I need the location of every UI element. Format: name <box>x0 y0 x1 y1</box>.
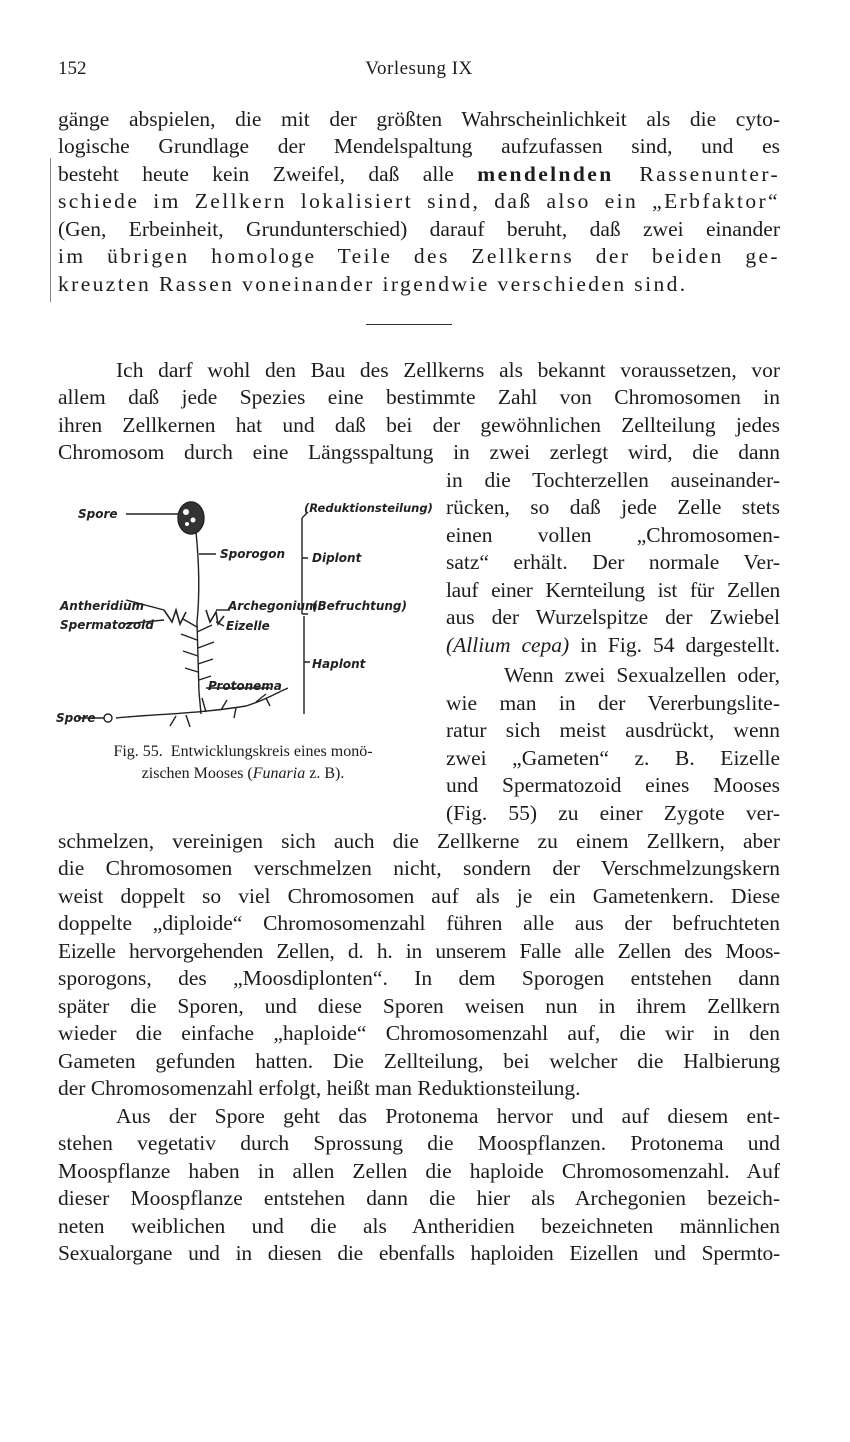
text-line: lauf einer Kernteilung ist für Zellen <box>446 578 780 602</box>
seta-stalk <box>196 532 199 622</box>
text-line: Eizelle hervorgehenden Zellen, d. h. in unserem Falle alle Zellen des Moos- <box>58 939 780 963</box>
figure-caption: Fig. 55. Entwicklungskreis eines monö- zischen Mooses (Funaria z. B). <box>113 743 373 782</box>
text-line: stehen vegetativ durch Sprossung die Moospflanzen. Protonema und <box>58 1131 780 1155</box>
text-line: wie man in der Vererbungslite- <box>446 691 780 715</box>
label-eizelle: Eizelle <box>226 619 270 633</box>
running-header <box>58 56 780 82</box>
label-reduktion: (Reduktionsteilung) <box>304 501 433 515</box>
text-line: Chromosom durch eine Längsspaltung in zwei zerlegt wird, die dann <box>58 440 780 464</box>
text-line: kreuzten Rassen voneinander irgendwie verschieden sind. <box>58 272 688 296</box>
moss-life-cycle-figure <box>56 492 436 732</box>
text-line: besteht heute kein Zweifel, daß alle mendelnden Rassenunter- <box>58 162 781 186</box>
text-line: (Fig. 55) zu einer Zygote ver- <box>446 801 780 825</box>
label-spore-top: Spore <box>78 507 118 521</box>
text-line: aus der Wurzelspitze der Zwiebel <box>446 605 780 629</box>
text-line: schiede im Zellkern lokalisiert sind, daß also ein „Erbfaktor“ <box>58 189 780 213</box>
label-diplont: Diplont <box>312 551 362 565</box>
margin-mark <box>50 158 51 302</box>
text-line: ratur sich meist ausdrückt, wenn <box>446 718 780 742</box>
running-title: Vorlesung IX <box>365 58 473 79</box>
label-spore-bottom: Spore <box>56 711 96 725</box>
text-line: und Spermatozoid eines Mooses <box>446 773 780 797</box>
text-line: Gameten gefunden hatten. Die Zellteilung, bei welcher die Halbierung <box>58 1049 780 1073</box>
text-line: rücken, so daß jede Zelle stets <box>446 495 780 519</box>
label-befruchtung: (Befruchtung) <box>312 599 408 613</box>
emphasis: mendelnden <box>477 162 614 186</box>
label-archegonium: Archegonium <box>228 599 318 613</box>
label-protonema: Protonema <box>208 679 282 693</box>
text-line: die Chromosomen verschmelzen nicht, sondern der Verschmelzungskern <box>58 856 780 880</box>
text-line: weist doppelt so viel Chromosomen auf als je ein Gametenkern. Diese <box>58 884 780 908</box>
text-line: gänge abspielen, die mit der größten Wahrscheinlichkeit als die cyto- <box>58 107 780 131</box>
text-line: doppelte „diploide“ Chromosomenzahl führen alle aus der befruchteten <box>58 911 780 935</box>
text-line: (Gen, Erbeinheit, Grundunterschied) darauf beruht, daß zwei einander <box>58 217 780 241</box>
text-line: allem daß jede Spezies eine bestimmte Zahl von Chromosomen in <box>58 385 780 409</box>
text-line: dieser Moospflanze entstehen dann die hier als Archegonien bezeich- <box>58 1186 780 1210</box>
page-number: 152 <box>58 58 87 79</box>
text-line: Ich darf wohl den Bau des Zellkerns als bekannt voraussetzen, vor <box>116 358 780 382</box>
text-line: neten weiblichen und die als Antheridien bezeichneten männlichen <box>58 1214 780 1238</box>
text-line: logische Grundlage der Mendelspaltung aufzufassen sind, und es <box>58 134 780 158</box>
text-line: sporogons, des „Moosdiplonten“. In dem Sporogen entstehen dann <box>58 966 780 990</box>
text-line: schmelzen, vereinigen sich auch die Zellkerne zu einem Zellkern, aber <box>58 829 780 853</box>
text-line: wieder die einfache „haploide“ Chromosomenzahl auf, die wir in den <box>58 1021 780 1045</box>
text-line: (Allium cepa) in Fig. 54 dargestellt. <box>446 633 780 657</box>
text-line: zwei „Gameten“ z. B. Eizelle <box>446 746 780 770</box>
text-line: in die Tochterzellen auseinander- <box>446 468 780 492</box>
label-haplont: Haplont <box>312 657 366 671</box>
text-line: Sexualorgane und in diesen die ebenfalls haploiden Eizellen und Spermto- <box>58 1241 780 1265</box>
section-divider <box>366 324 452 325</box>
label-sporogon: Sporogon <box>220 547 286 561</box>
text-line: ihren Zellkernen hat und daß bei der gewöhnlichen Zellteilung jedes <box>58 413 780 437</box>
label-antheridium: Antheridium <box>60 599 145 613</box>
text-line: der Chromosomenzahl erfolgt, heißt man Reduktionsteilung. <box>58 1076 581 1100</box>
text-line: satz“ erhält. Der normale Ver- <box>446 550 780 574</box>
capsule-shape <box>178 502 204 534</box>
label-spermatozoid: Spermatozoid <box>60 618 154 632</box>
text-line: Aus der Spore geht das Protonema hervor und auf diesem ent- <box>116 1104 780 1128</box>
text-line: später die Sporen, und diese Sporen weisen nun in ihrem Zellkern <box>58 994 780 1018</box>
text-line: Wenn zwei Sexualzellen oder, <box>504 663 780 687</box>
text-line: einen vollen „Chromosomen- <box>446 523 780 547</box>
text-line: Moospflanze haben in allen Zellen die haploide Chromosomenzahl. Auf <box>58 1159 780 1183</box>
text-line: im übrigen homologe Teile des Zellkerns der beiden ge- <box>58 244 780 268</box>
